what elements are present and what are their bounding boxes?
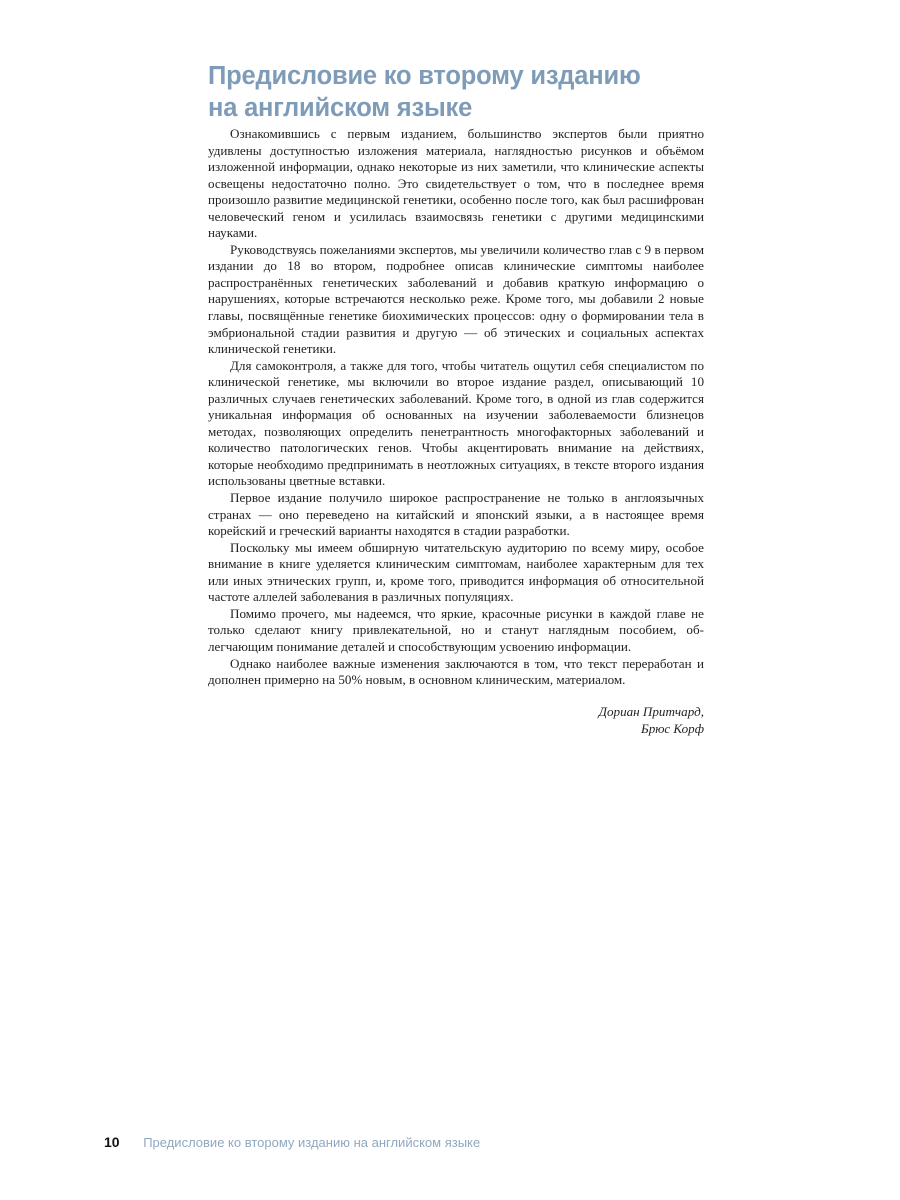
page-title-line-1: Предисловие ко второму изданию (208, 62, 641, 90)
paragraph: Однако наиболее важные изменения заключаются в том, что текст переработан и дополнен примерно на 50% новым, в основном клиническим, материалом. (208, 655, 704, 688)
page-footer (104, 1133, 480, 1152)
paragraph: Ознакомившись с первым изданием, большинство экспертов были приятно удивлены доступностью изложения материала, наглядностью рисунков и объёмом изложенной информации, однако некоторые из них заметили, что клинические аспекты освещены недостаточно полно. Это свидетельствует о том, что в последнее время произошло развитие медицинской генетики, особенно после того, как был расшифрован человеческий геном и усилилась взаимосвязь генетики с другими медицинскими науками. (208, 126, 704, 241)
preface-body (208, 126, 704, 689)
paragraph: Руководствуясь пожеланиями экспертов, мы увеличили количество глав с 9 в первом издании до 18 во втором, подробнее описав клинические симптомы наиболее распространённых генетических заболеваний и добавив краткую информацию о нарушениях, которые встречаются несколько реже. Кроме того, мы добавили 2 новые главы, посвящённые генетике биохимических процессов: одну о формировании тела в эмбриональной стадии развития и другую — об этических и социальных аспектах клинической генетики. (208, 241, 704, 357)
page-title-line-2: на английском языке (208, 94, 473, 122)
paragraph: Поскольку мы имеем обширную читательскую аудиторию по всему миру, особое внимание в книге уделяется клиническим симптомам, наиболее характерным для тех или иных этнических групп, и, кроме того, приводится информация об относительной частоте аллелей заболевания в различных популяциях. (208, 539, 704, 605)
page-number: 10 (104, 1134, 120, 1150)
page-title (208, 60, 728, 124)
author-name-1: Дориан Притчард, (598, 704, 704, 719)
authors-signature (560, 703, 704, 737)
running-title: Предисловие ко второму изданию на английском языке (143, 1135, 481, 1150)
paragraph: Для самоконтроля, а также для того, чтобы читатель ощутил себя специалистом по клинической генетике, мы включили во второе издание раздел, описывающий 10 различных случаев генетических заболеваний. Кроме того, в одной из глав содержится уникальная информация об основанных на изучении заболеваемости близнецов методах, позволяющих определить пенетрантность многофакторных заболеваний и количество патологических генов. Чтобы акцентировать внимание на действиях, которые необходимо предпринимать в неотложных ситуациях, в тексте второго издания использованы цветные вставки. (208, 357, 704, 489)
author-name-2: Брюс Корф (640, 721, 704, 736)
paragraph: Помимо прочего, мы надеемся, что яркие, красочные рисунки в каждой главе не только сделают книгу привлекательной, но и станут наглядным пособием, облегчающим понимание деталей и способствующим усвоению информации. (208, 605, 704, 654)
paragraph: Первое издание получило широкое распространение не только в англоязычных странах — оно переведено на китайский и японский языки, а в настоящее время корейский и греческий варианты находятся в стадии разработки. (208, 490, 704, 539)
